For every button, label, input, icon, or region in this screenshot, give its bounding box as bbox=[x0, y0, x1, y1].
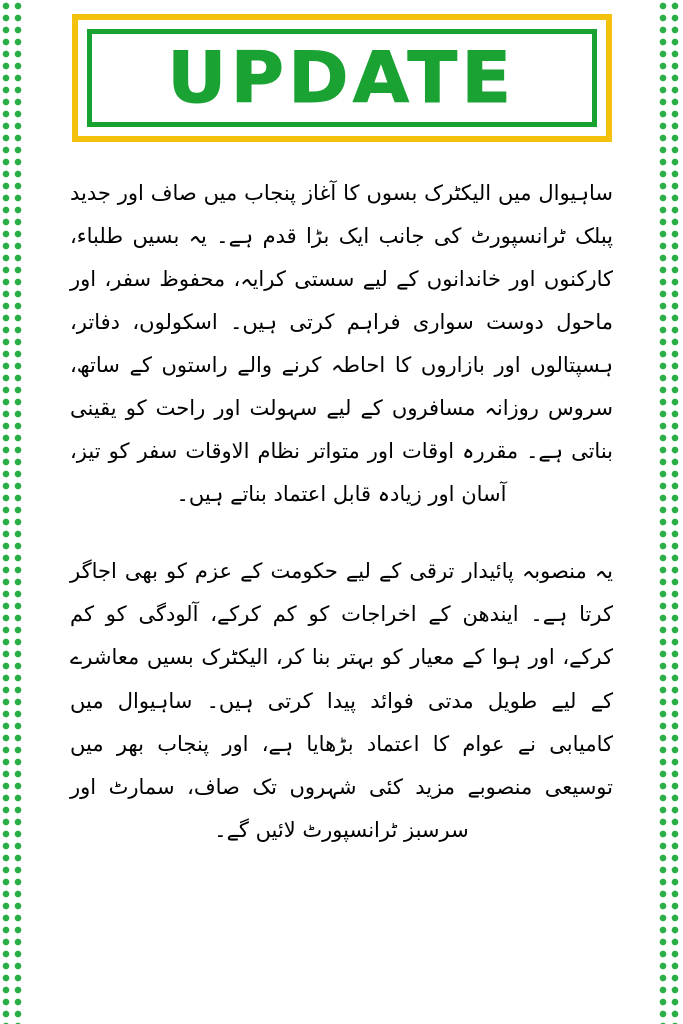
paragraph-2: یہ منصوبہ پائیدار ترقی کے لیے حکومت کے عزم کو بھی اجاگر کرتا ہے۔ ایندھن کے اخراجات کو کم کرکے، آلودگی کو کم کرکے، اور ہوا کے معیار کو بہتر بنا کر، الیکٹرک بسیں معاشرے کے لیے طویل مدتی فوائد پیدا کرتی ہیں۔ ساہیوال میں کامیابی نے عوام کا اعتماد بڑھایا ہے، اور پنجاب بھر میں توسیعی منصوبے مزید کئی شہروں تک صاف، سمارٹ اور سرسبز ٹرانسپورٹ لائیں گے۔ bbox=[70, 559, 613, 842]
decorative-right-border bbox=[657, 0, 683, 1024]
page-content bbox=[26, 0, 657, 1024]
article-body bbox=[70, 172, 613, 852]
stamp-inner-frame bbox=[87, 29, 597, 127]
stamp-label: UPDATE bbox=[167, 37, 516, 119]
stamp-outer-frame bbox=[72, 14, 612, 142]
update-stamp bbox=[72, 14, 612, 142]
paragraph-1: ساہیوال میں الیکٹرک بسوں کا آغاز پنجاب میں صاف اور جدید پبلک ٹرانسپورٹ کی جانب ایک بڑا قدم ہے۔ یہ بسیں طلباء، کارکنوں اور خاندانوں کے لیے سستی کرایہ، محفوظ سفر، اور ماحول دوست سواری فراہم کرتی ہیں۔ اسکولوں، دفاتر، ہسپتالوں اور بازاروں کا احاطہ کرنے والے راستوں کے ساتھ، سروس روزانہ مسافروں کے لیے سہولت اور راحت کو یقینی بناتی ہے۔ مقررہ اوقات اور متواتر نظام الاوقات سفر کو تیز، آسان اور زیادہ قابل اعتماد بناتے ہیں۔ bbox=[70, 181, 613, 507]
decorative-left-border bbox=[0, 0, 26, 1024]
